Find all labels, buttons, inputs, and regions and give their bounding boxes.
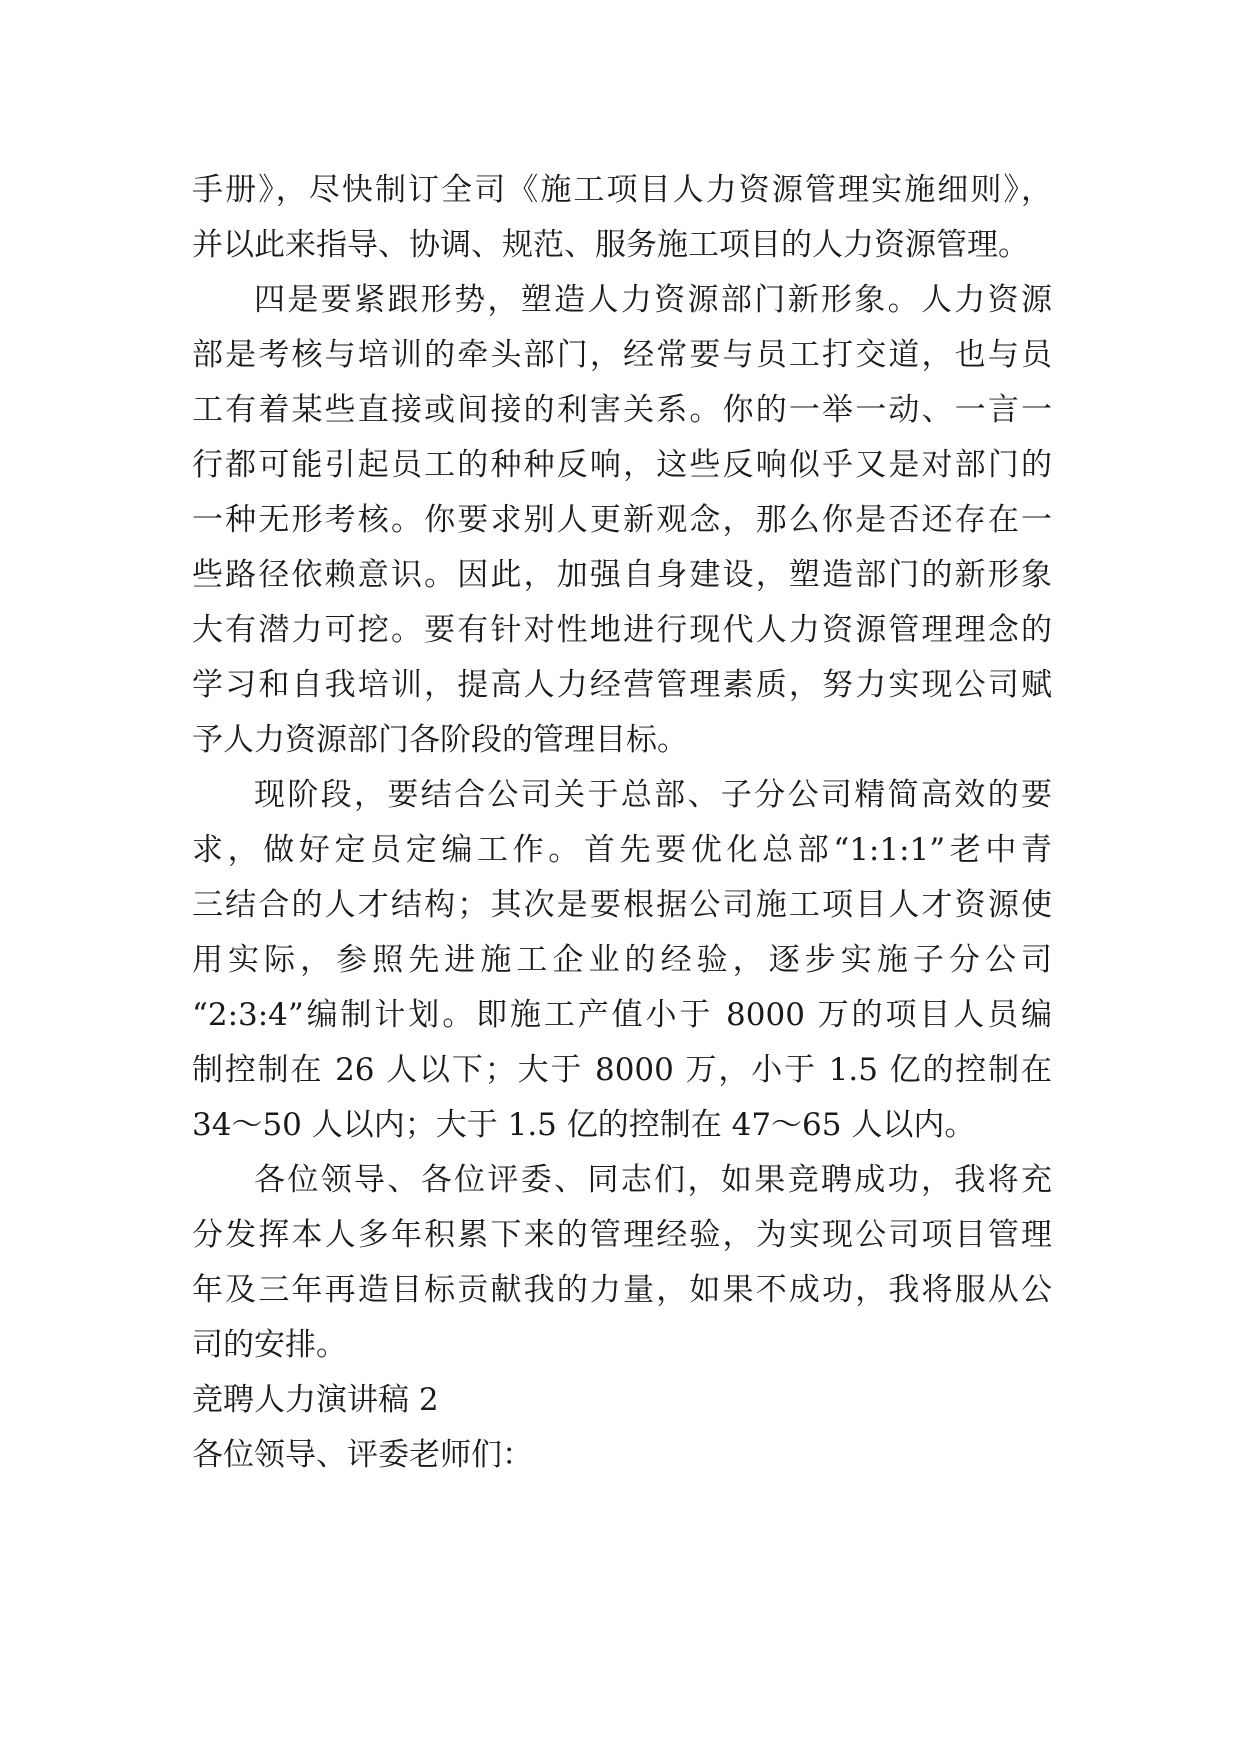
paragraph-1 — [192, 163, 1052, 273]
paragraph-line: 并以此来指导、协调、规范、服务施工项目的人力资源管理。 — [192, 227, 1029, 263]
paragraph-line: “2:3:4”编制计划。即施工产值小于 8000 万的项目人员编 — [192, 997, 1052, 1033]
section-title: 竞聘人力演讲稿 2 — [192, 1382, 439, 1418]
paragraph-line: 部是考核与培训的牵头部门，经常要与员工打交道，也与员 — [192, 337, 1052, 373]
paragraph-2 — [192, 273, 1052, 768]
paragraph-line: 些路径依赖意识。因此，加强自身建设，塑造部门的新形象 — [192, 557, 1052, 593]
paragraph-3 — [192, 768, 1052, 1153]
paragraph-line: 现阶段，要结合公司关于总部、子分公司精简高效的要 — [254, 777, 1052, 813]
paragraph-line: 学习和自我培训，提高人力经营管理素质，努力实现公司赋 — [192, 667, 1052, 703]
paragraph-line: 分发挥本人多年积累下来的管理经验，为实现公司项目管理 — [192, 1217, 1052, 1253]
paragraph-line: 一种无形考核。你要求别人更新观念，那么你是否还存在一 — [192, 502, 1052, 538]
paragraph-line: 求，做好定员定编工作。首先要优化总部“1:1:1”老中青 — [192, 832, 1052, 868]
paragraph-line: 予人力资源部门各阶段的管理目标。 — [192, 722, 688, 758]
paragraph-line: 大有潜力可挖。要有针对性地进行现代人力资源管理理念的 — [192, 612, 1052, 648]
salutation: 各位领导、评委老师们： — [192, 1437, 533, 1473]
paragraph-line: 工有着某些直接或间接的利害关系。你的一举一动、一言一 — [192, 392, 1052, 428]
paragraph-line: 手册》，尽快制订全司《施工项目人力资源管理实施细则》， — [192, 172, 1052, 208]
paragraph-line: 四是要紧跟形势，塑造人力资源部门新形象。人力资源 — [254, 282, 1052, 318]
paragraph-4 — [192, 1153, 1052, 1373]
document-body — [192, 163, 1052, 1483]
paragraph-line: 制控制在 26 人以下；大于 8000 万，小于 1.5 亿的控制在 — [192, 1052, 1052, 1088]
paragraph-line: 34～50 人以内；大于 1.5 亿的控制在 47～65 人以内。 — [192, 1107, 976, 1143]
paragraph-line: 用实际，参照先进施工企业的经验，逐步实施子分公司 — [192, 942, 1052, 978]
paragraph-line: 行都可能引起员工的种种反响，这些反响似乎又是对部门的 — [192, 447, 1052, 483]
paragraph-line: 各位领导、各位评委、同志们，如果竞聘成功，我将充 — [254, 1162, 1052, 1198]
paragraph-line: 司的安排。 — [192, 1327, 347, 1363]
paragraph-line: 年及三年再造目标贡献我的力量，如果不成功，我将服从公 — [192, 1272, 1052, 1308]
paragraph-line: 三结合的人才结构；其次是要根据公司施工项目人才资源使 — [192, 887, 1052, 923]
